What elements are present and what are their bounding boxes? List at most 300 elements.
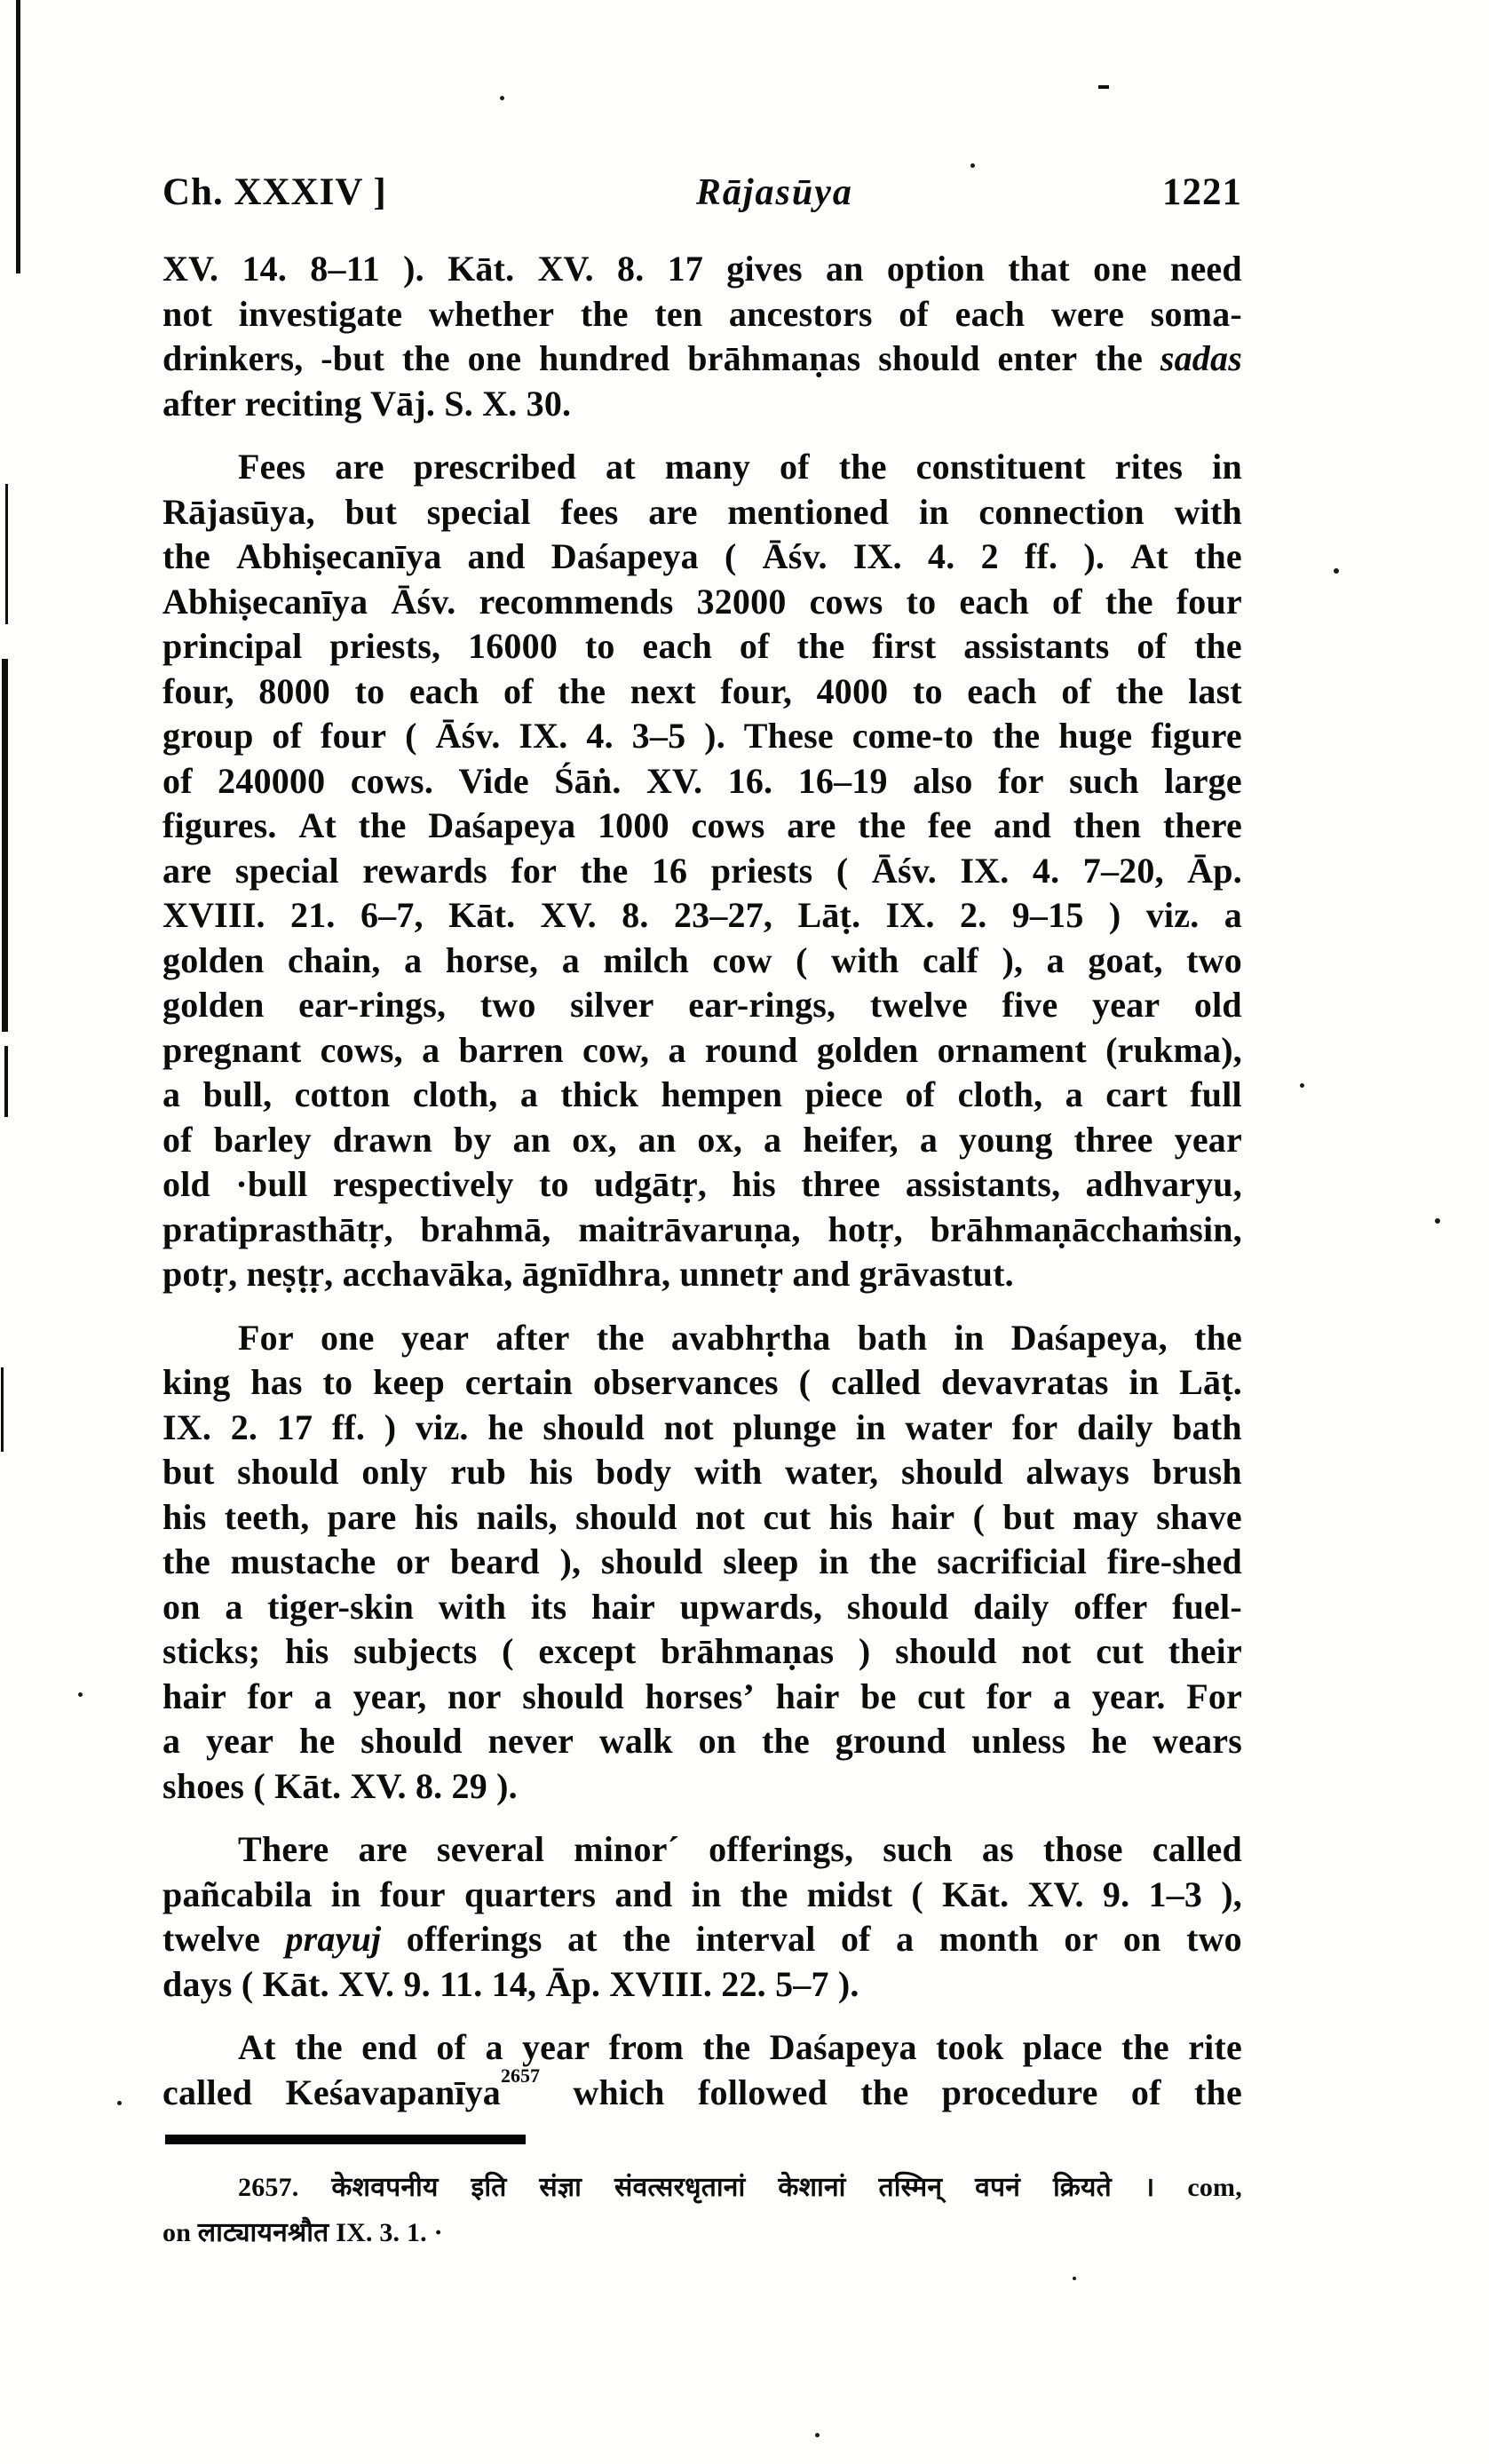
word: rites [1114, 447, 1184, 487]
word: enter [997, 338, 1078, 378]
word: end [361, 2027, 418, 2067]
word: brush [1152, 1452, 1242, 1492]
word: should [600, 1541, 703, 1581]
word: 22. [721, 1963, 766, 2004]
word: chain, [288, 939, 381, 980]
word: the [992, 716, 1041, 756]
text-line [162, 1450, 1242, 1495]
word: sadas [1160, 338, 1242, 378]
word: on [162, 2217, 192, 2247]
word: fee [927, 805, 972, 845]
word: there [1162, 805, 1242, 845]
word: cows. [350, 760, 434, 801]
word: pare [327, 1496, 397, 1537]
word: 29 [451, 1765, 487, 1806]
word: XVIII. [162, 895, 265, 935]
word: a [1065, 1074, 1083, 1114]
word: last [1188, 670, 1242, 711]
word: ox, [697, 1119, 743, 1160]
word: । [1144, 2173, 1155, 2202]
text-line [162, 893, 1242, 939]
word: XV. [162, 249, 219, 289]
word: ( [911, 1874, 923, 1914]
word: 17 [667, 249, 704, 289]
word: should [846, 1586, 949, 1627]
word: hair [891, 1496, 955, 1537]
word: hair [591, 1586, 655, 1627]
text-line [162, 1162, 1242, 1208]
word: the [1105, 581, 1153, 622]
word: a [404, 939, 423, 980]
word: Āśv. [762, 536, 828, 576]
word: three [1073, 1119, 1153, 1160]
word: Abhiṣecanīya [162, 581, 368, 622]
word: and [994, 805, 1052, 845]
word: devavratas [941, 1362, 1109, 1402]
word: 3. [379, 2217, 400, 2247]
word: the [702, 2027, 751, 2067]
word: its [530, 1586, 567, 1627]
text-line [162, 1208, 1242, 1253]
word: place [1022, 2027, 1103, 2067]
word: investigate [238, 293, 403, 334]
word: ( [836, 850, 849, 891]
word: brahmā, [420, 1208, 551, 1249]
word: for [247, 1676, 294, 1716]
word: · [433, 2217, 443, 2247]
word: priests [710, 850, 813, 891]
chapter-label: Ch. XXXIV ] [162, 171, 387, 213]
word: called [1152, 1829, 1242, 1869]
word: to [322, 1362, 353, 1402]
word: special [426, 491, 531, 532]
word: are [335, 447, 384, 487]
word: daily [1077, 1406, 1153, 1447]
word: of [162, 1119, 193, 1160]
text-line [162, 1316, 1242, 1361]
word: 32000 [696, 581, 787, 622]
text-line [162, 714, 1242, 759]
ink-speck [78, 1692, 83, 1697]
word: but [1002, 1496, 1055, 1537]
word: horses’ [645, 1676, 756, 1716]
word: not [162, 293, 213, 334]
ink-speck [1300, 1083, 1304, 1088]
word: 9–15 [1011, 895, 1084, 935]
text-line [162, 983, 1242, 1028]
word: XV. [540, 895, 597, 935]
text-line [162, 804, 1242, 849]
word: round [704, 1029, 798, 1070]
word: इति [471, 2173, 507, 2202]
word: of [905, 1074, 936, 1114]
word: whether [428, 293, 555, 334]
text-line [162, 1629, 1242, 1675]
word: the [1193, 626, 1242, 666]
word: 7–20, [1082, 850, 1164, 891]
text-line [162, 669, 1242, 715]
word: which [573, 2072, 665, 2112]
word: āgnīdhra, [521, 1254, 671, 1294]
word: with [694, 1452, 763, 1492]
word: neṣṭṛ, [246, 1254, 334, 1294]
text-line [162, 1675, 1242, 1720]
word: लाट्यायनश्रौत [197, 2217, 329, 2247]
word: and [792, 1254, 851, 1294]
word: at [567, 1919, 598, 1959]
word: the [401, 338, 450, 378]
word: should [878, 338, 980, 378]
word: cut [763, 1496, 812, 1537]
word: days [162, 1963, 233, 2004]
word: in [918, 491, 949, 532]
word: mustache [230, 1541, 376, 1581]
word: XV. [350, 1765, 407, 1806]
text-line [162, 292, 1242, 337]
word: are [162, 850, 212, 891]
word: ( [972, 1496, 986, 1537]
word: took [936, 2027, 1004, 2067]
word: unnetṛ [679, 1254, 784, 1294]
word: should [901, 1452, 1003, 1492]
word: a [668, 1029, 686, 1070]
word: brāhmaṇācchaṁsin, [930, 1208, 1242, 1249]
word: bath [857, 1317, 928, 1358]
word: only [361, 1452, 428, 1492]
word: संवत्सरधृतानां [614, 2173, 746, 2202]
word: in [954, 1317, 985, 1358]
word: such [1069, 760, 1139, 801]
word: walk [598, 1721, 673, 1761]
word: but [162, 1452, 215, 1492]
word: his [828, 1496, 874, 1537]
word: Vide [458, 760, 529, 801]
word: Daśapeya [550, 536, 699, 576]
word: he [1090, 1721, 1128, 1761]
word: twelve [869, 985, 968, 1025]
word: drawn [332, 1119, 432, 1160]
word: should [522, 1676, 624, 1716]
word: a [162, 1074, 181, 1114]
word: connection [978, 491, 1144, 532]
word: minor´ [574, 1829, 680, 1869]
word: Kāt. [274, 1765, 342, 1806]
text-line [162, 849, 1242, 894]
word: 11. [440, 1963, 483, 2004]
word: the [596, 1317, 645, 1358]
word: then [1073, 805, 1142, 845]
word: five [1002, 985, 1058, 1025]
word: large [1164, 760, 1242, 801]
page-number: 1221 [1162, 171, 1242, 213]
word: their [1168, 1631, 1242, 1671]
word: reciting [244, 383, 362, 424]
word: Kāt. [448, 895, 516, 935]
word: of [1137, 626, 1168, 666]
word: were [1050, 293, 1125, 334]
word: one [321, 1317, 375, 1358]
word: At [1130, 536, 1168, 576]
word: 1–3 [1148, 1874, 1203, 1914]
word: an [638, 1119, 677, 1160]
word: thick [560, 1074, 639, 1114]
word: Āśv. [391, 581, 456, 622]
word: of [739, 626, 770, 666]
word: on [162, 1586, 201, 1627]
word: ( [253, 1765, 265, 1806]
word: a [519, 1074, 539, 1114]
text-line [162, 1118, 1242, 1163]
word: 8000 [258, 670, 331, 711]
word: cloth, [412, 1074, 498, 1114]
word: ) [858, 1631, 871, 1671]
word: option [886, 249, 985, 289]
word: hotṛ, [828, 1208, 903, 1249]
word: offerings [406, 1919, 543, 1959]
word: 8. [415, 1765, 443, 1806]
word: Daśapeya, [1010, 1317, 1168, 1358]
text-line [162, 1585, 1242, 1630]
word: recommends [479, 581, 674, 622]
word: king [162, 1362, 231, 1402]
word: fees [560, 491, 619, 532]
word: not [694, 1496, 746, 1537]
word: each [408, 670, 479, 711]
word: 8–11 [310, 249, 380, 289]
text-line [162, 1252, 1242, 1297]
word: ear-rings, [298, 985, 447, 1025]
word: XV. [1027, 1874, 1084, 1914]
word: one [1093, 249, 1147, 289]
word: young [959, 1119, 1053, 1160]
word: a [225, 1586, 243, 1627]
word: 1000 [597, 805, 669, 845]
text-line [162, 337, 1242, 382]
text-line [162, 1962, 1242, 2008]
text-line [162, 247, 1242, 292]
footnote-rule [165, 2135, 526, 2144]
scan-artifact [5, 484, 8, 624]
scan-artifact [2, 659, 8, 1032]
word: by [453, 1119, 492, 1160]
word: the [580, 293, 629, 334]
word: has [250, 1362, 303, 1402]
word: ). [496, 1765, 518, 1806]
word: bull, [202, 1074, 273, 1114]
word: milch [603, 939, 689, 980]
word: month [939, 1919, 1039, 1959]
text-line [162, 1917, 1242, 1962]
word: two [479, 985, 536, 1025]
word: pañcabila [162, 1874, 313, 1914]
word: a [764, 1119, 782, 1160]
word: the [162, 1541, 210, 1581]
word: a [162, 1721, 181, 1761]
paragraph [162, 2025, 1242, 2115]
word: Keśavapanīya$^{2657}$ [285, 2064, 540, 2112]
word: after [162, 383, 236, 424]
word: piece [804, 1074, 883, 1114]
word: Rājasūya, [162, 491, 315, 532]
word: pratiprasthātṛ, [162, 1208, 393, 1249]
word: he [487, 1406, 524, 1447]
word: year [1092, 985, 1160, 1025]
word: year [1174, 1119, 1242, 1160]
word: ( [405, 716, 417, 756]
word: assistants, [905, 1164, 1061, 1204]
text-line [162, 1360, 1242, 1406]
word: XVIII. [609, 1963, 713, 2004]
word: ff. [1024, 536, 1058, 576]
word: ). [704, 716, 725, 756]
word: certain [464, 1362, 574, 1402]
word: 8. [622, 895, 649, 935]
word: should [360, 1721, 463, 1761]
word: Kāt. [447, 249, 515, 289]
text-line [162, 2025, 1242, 2071]
word: At [298, 805, 337, 845]
word: Lāṭ. [797, 895, 861, 935]
word: full [1190, 1074, 1242, 1114]
word: after [495, 1317, 570, 1358]
word: of [272, 716, 303, 756]
word: drinkers, [162, 338, 304, 378]
word: hundred [539, 338, 670, 378]
word: in [855, 1406, 886, 1447]
paragraph [162, 1827, 1242, 2007]
word: 16–19 [797, 760, 888, 801]
word: figure [1151, 716, 1242, 756]
word: hempen [661, 1074, 783, 1114]
word: S. [444, 383, 473, 424]
word: that [1008, 249, 1070, 289]
word: the [162, 536, 210, 576]
word: or [1064, 1919, 1098, 1959]
word: cow, [582, 1029, 650, 1070]
word: should [237, 1452, 339, 1492]
word: in [1212, 447, 1242, 487]
word: but [345, 491, 397, 532]
word: are [787, 805, 836, 845]
word: ff. [331, 1406, 366, 1447]
word: maitrāvaruṇa, [578, 1208, 801, 1249]
word: daily [973, 1586, 1049, 1627]
text-line [162, 490, 1242, 535]
word: 8. [617, 249, 645, 289]
word: 2 [980, 536, 999, 576]
word: each [642, 626, 713, 666]
text-line [162, 1540, 1242, 1585]
word: midst [806, 1874, 893, 1914]
word: cart [1105, 1074, 1168, 1114]
word: Āśv. [871, 850, 937, 891]
word: old [162, 1164, 210, 1204]
word: Vāj. [370, 383, 436, 424]
word: 3–5 [631, 716, 686, 756]
word: special [234, 850, 339, 891]
word: should [543, 1406, 645, 1447]
word: each [967, 670, 1037, 711]
word: golden [162, 985, 265, 1025]
word: and [467, 536, 526, 576]
word: upwards, [679, 1586, 823, 1627]
word: goat, [1088, 939, 1163, 980]
word: barren [458, 1029, 564, 1070]
word: brāhmaṇas [687, 338, 861, 378]
word: 14. [242, 249, 288, 289]
word: his [162, 1496, 207, 1537]
word: to [538, 1164, 569, 1204]
word: called [831, 1362, 922, 1402]
word: -but [321, 338, 385, 378]
word: golden [162, 939, 265, 980]
word: 9. [1102, 1874, 1130, 1914]
word: the [868, 1541, 917, 1581]
word: shave [1156, 1496, 1242, 1537]
word: 16 [651, 850, 688, 891]
word: ground [835, 1721, 946, 1761]
body-text [162, 247, 1242, 2115]
word: for [511, 850, 558, 891]
word: the [858, 805, 907, 845]
word: followed [697, 2072, 828, 2112]
word: sticks; [162, 1631, 261, 1671]
word: XV. [338, 1963, 395, 2004]
word: nor [447, 1676, 502, 1716]
word: 4000 [816, 670, 889, 711]
word: of [162, 760, 193, 801]
word: from [608, 2027, 685, 2067]
word: or [396, 1541, 431, 1581]
word: IX. [162, 1406, 212, 1447]
word: the [622, 1919, 671, 1959]
word: ), [1002, 939, 1024, 980]
word: 240000 [218, 760, 326, 801]
word: of [1130, 2072, 1161, 2112]
text-line [162, 2064, 1242, 2116]
word: barley [213, 1119, 312, 1160]
word: in [819, 1541, 850, 1581]
word: cows [691, 805, 765, 845]
word: group [162, 716, 254, 756]
word: cows, [320, 1029, 403, 1070]
word: heifer, [803, 1119, 899, 1160]
word: 16. [727, 760, 773, 801]
word: ). [403, 249, 424, 289]
text-line [162, 1764, 1242, 1810]
word: year, [352, 1676, 427, 1716]
word: his [414, 1496, 459, 1537]
word: IX. [960, 850, 1010, 891]
scan-artifact [4, 1046, 8, 1117]
word: the [1095, 338, 1144, 378]
word: each [959, 581, 1029, 622]
word: the [740, 1874, 788, 1914]
word: year. [1091, 1676, 1166, 1716]
word: the [796, 626, 845, 666]
word: four [321, 716, 387, 756]
word: 2657. [238, 2173, 299, 2202]
word: Daśapeya [769, 2027, 917, 2067]
word: avabhṛtha [670, 1317, 831, 1358]
word: quarters [463, 1874, 597, 1914]
word: to [912, 670, 943, 711]
word: ), [1221, 1874, 1242, 1914]
scan-artifact [1098, 85, 1109, 89]
word: केशवपनीय [331, 2173, 439, 2202]
word: water, [785, 1452, 879, 1492]
word: four, [162, 670, 234, 711]
